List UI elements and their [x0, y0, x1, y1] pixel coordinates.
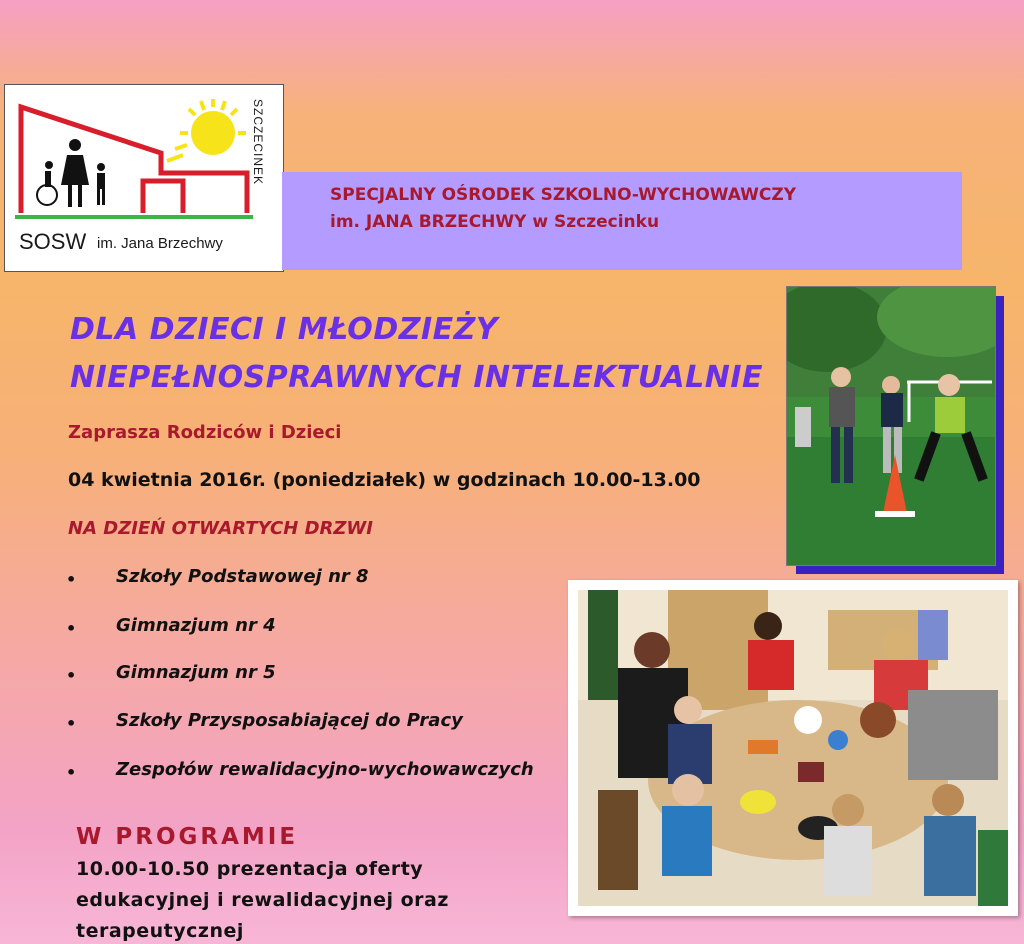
logo-patron: im. Jana Brzechwy	[97, 235, 223, 252]
logo-abbreviation: SOSW	[19, 229, 87, 254]
list-item: Szkoły Przysposabiającej do Pracy	[116, 710, 463, 731]
bullet-icon: •	[66, 714, 77, 733]
wheelchair-icon	[37, 185, 57, 205]
bullet-icon: •	[66, 570, 77, 589]
classroom-photo	[568, 580, 1018, 916]
school-name: SPECJALNY OŚRODEK SZKOLNO-WYCHOWAWCZY	[330, 185, 797, 205]
sports-photo	[786, 286, 996, 566]
program-line: terapeutycznej	[76, 920, 244, 942]
event-date: 04 kwietnia 2016r. (poniedziałek) w godzinach 10.00-13.00	[68, 469, 701, 491]
bullet-icon: •	[66, 666, 77, 685]
list-item: Gimnazjum nr 4	[116, 615, 276, 636]
program-line: edukacyjnej i rewalidacyjnej oraz	[76, 889, 449, 911]
open-day-title: NA DZIEŃ OTWARTYCH DRZWI	[68, 518, 373, 539]
school-patron: im. JANA BRZECHWY w Szczecinku	[330, 212, 660, 232]
headline-line-2: NIEPEŁNOSPRAWNYCH INTELEKTUALNIE	[70, 360, 764, 395]
list-item: Gimnazjum nr 5	[116, 662, 276, 683]
invitation-text: Zaprasza Rodziców i Dzieci	[68, 422, 342, 443]
school-logo	[4, 84, 284, 272]
program-line: 10.00-10.50 prezentacja oferty	[76, 858, 424, 880]
list-item: Zespołów rewalidacyjno-wychowawczych	[116, 759, 534, 780]
sun-icon	[191, 111, 235, 155]
logo-town: SZCZECINEK	[251, 99, 265, 186]
bullet-icon: •	[66, 763, 77, 782]
program-title: W PROGRAMIE	[76, 824, 299, 850]
list-item: Szkoły Podstawowej nr 8	[116, 566, 369, 587]
family-icon	[45, 139, 105, 207]
bullet-icon: •	[66, 619, 77, 638]
headline-line-1: DLA DZIECI I MŁODZIEŻY	[70, 312, 499, 347]
